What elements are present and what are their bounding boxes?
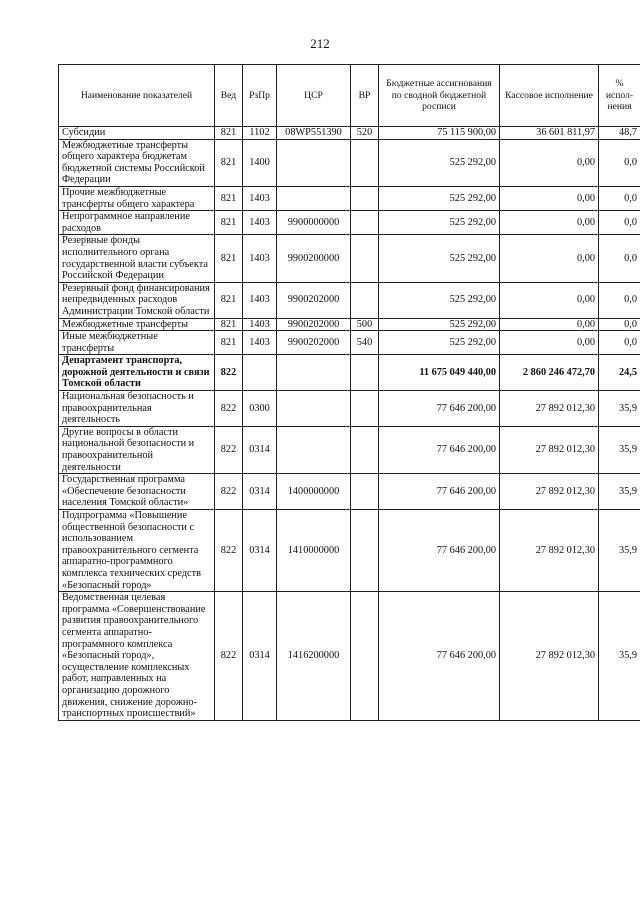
row-rzpr: 0314 xyxy=(243,592,277,721)
row-percent: 35,9 xyxy=(599,474,640,510)
row-cash: 0,00 xyxy=(500,211,599,235)
row-rzpr: 1403 xyxy=(243,186,277,210)
row-ved: 821 xyxy=(215,331,243,355)
row-percent: 0,0 xyxy=(599,318,640,331)
table-row xyxy=(59,139,640,186)
row-csr xyxy=(277,355,351,391)
page-number: 212 xyxy=(310,36,330,51)
table-row xyxy=(59,211,640,235)
row-assignments: 525 292,00 xyxy=(379,235,500,282)
row-assignments: 525 292,00 xyxy=(379,211,500,235)
row-rzpr: 1102 xyxy=(243,127,277,140)
row-cash: 0,00 xyxy=(500,235,599,282)
row-assignments: 77 646 200,00 xyxy=(379,474,500,510)
row-percent: 35,9 xyxy=(599,592,640,721)
row-percent: 48,7 xyxy=(599,127,640,140)
table-row-department xyxy=(59,355,640,391)
row-csr: 9900202000 xyxy=(277,282,351,318)
row-assignments: 525 292,00 xyxy=(379,186,500,210)
row-rzpr: 0314 xyxy=(243,474,277,510)
row-vr xyxy=(351,426,379,473)
row-name: Межбюджетные трансферты xyxy=(59,318,215,331)
row-ved: 821 xyxy=(215,127,243,140)
row-ved: 821 xyxy=(215,235,243,282)
table-row xyxy=(59,592,640,721)
row-csr: 08WP551390 xyxy=(277,127,351,140)
row-percent: 0,0 xyxy=(599,211,640,235)
row-percent: 0,0 xyxy=(599,282,640,318)
row-ved: 821 xyxy=(215,186,243,210)
table-row xyxy=(59,331,640,355)
row-csr: 9900202000 xyxy=(277,318,351,331)
row-assignments: 77 646 200,00 xyxy=(379,391,500,427)
row-ved: 822 xyxy=(215,391,243,427)
row-csr: 1416200000 xyxy=(277,592,351,721)
row-vr: 500 xyxy=(351,318,379,331)
row-rzpr: 0314 xyxy=(243,426,277,473)
row-vr xyxy=(351,211,379,235)
row-ved: 822 xyxy=(215,474,243,510)
table-row xyxy=(59,235,640,282)
row-ved: 822 xyxy=(215,426,243,473)
row-name: Департамент транспорта, дорожной деятельности и связи Томской области xyxy=(59,355,215,391)
header-vr: ВР xyxy=(351,65,379,127)
budget-table xyxy=(58,64,640,721)
row-name: Иные межбюджетные трансферты xyxy=(59,331,215,355)
row-rzpr: 0300 xyxy=(243,391,277,427)
row-assignments: 75 115 900,00 xyxy=(379,127,500,140)
row-name: Ведомственная целевая программа «Совершенствование развития правоохранительного сегмента аппаратно-программного комплекса «Безопасный город», осуществление комплексных работ, направленных на организацию дорожного движения, снижение дорожно-транспортных происшествий» xyxy=(59,592,215,721)
row-cash: 0,00 xyxy=(500,139,599,186)
header-rzpr: РзПр xyxy=(243,65,277,127)
row-cash: 0,00 xyxy=(500,282,599,318)
row-vr: 520 xyxy=(351,127,379,140)
header-csr: ЦСР xyxy=(277,65,351,127)
row-vr: 540 xyxy=(351,331,379,355)
row-assignments: 525 292,00 xyxy=(379,318,500,331)
row-percent: 35,9 xyxy=(599,510,640,592)
row-percent: 35,9 xyxy=(599,426,640,473)
row-cash: 0,00 xyxy=(500,186,599,210)
row-cash: 36 601 811,97 xyxy=(500,127,599,140)
row-rzpr: 1403 xyxy=(243,318,277,331)
row-cash: 0,00 xyxy=(500,331,599,355)
row-vr xyxy=(351,235,379,282)
row-csr xyxy=(277,426,351,473)
row-cash: 27 892 012,30 xyxy=(500,426,599,473)
row-csr xyxy=(277,186,351,210)
row-assignments: 77 646 200,00 xyxy=(379,592,500,721)
row-assignments: 11 675 049 440,00 xyxy=(379,355,500,391)
row-cash: 0,00 xyxy=(500,318,599,331)
row-assignments: 525 292,00 xyxy=(379,139,500,186)
row-percent: 24,5 xyxy=(599,355,640,391)
row-rzpr: 1403 xyxy=(243,211,277,235)
row-vr xyxy=(351,355,379,391)
header-cash-execution: Кассовое исполнение xyxy=(500,65,599,127)
row-name: Субсидии xyxy=(59,127,215,140)
row-vr xyxy=(351,391,379,427)
row-percent: 0,0 xyxy=(599,139,640,186)
row-name: Межбюджетные трансферты общего характера бюджетам бюджетной системы Российской Федерации xyxy=(59,139,215,186)
row-vr xyxy=(351,186,379,210)
row-csr: 9900202000 xyxy=(277,331,351,355)
row-vr xyxy=(351,474,379,510)
table-row xyxy=(59,318,640,331)
row-ved: 821 xyxy=(215,282,243,318)
row-assignments: 525 292,00 xyxy=(379,282,500,318)
row-cash: 27 892 012,30 xyxy=(500,510,599,592)
row-vr xyxy=(351,282,379,318)
row-ved: 821 xyxy=(215,318,243,331)
table-row xyxy=(59,510,640,592)
row-rzpr xyxy=(243,355,277,391)
row-name: Резервный фонд финансирования непредвиденных расходов Администрации Томской области xyxy=(59,282,215,318)
row-csr xyxy=(277,391,351,427)
table-row xyxy=(59,186,640,210)
row-name: Другие вопросы в области национальной безопасности и правоохранительной деятельности xyxy=(59,426,215,473)
row-assignments: 77 646 200,00 xyxy=(379,426,500,473)
row-percent: 0,0 xyxy=(599,186,640,210)
row-name: Прочие межбюджетные трансферты общего характера xyxy=(59,186,215,210)
row-name: Подпрограмма «Повышение общественной безопасности с использованием правоохранительного сегмента аппаратно-программного комплекса технических средств «Безопасный город» xyxy=(59,510,215,592)
row-cash: 27 892 012,30 xyxy=(500,592,599,721)
row-assignments: 77 646 200,00 xyxy=(379,510,500,592)
row-vr xyxy=(351,139,379,186)
header-assignments: Бюджетные ассигнования по сводной бюджетной росписи xyxy=(379,65,500,127)
row-ved: 822 xyxy=(215,355,243,391)
row-assignments: 525 292,00 xyxy=(379,331,500,355)
row-csr xyxy=(277,139,351,186)
row-cash: 27 892 012,30 xyxy=(500,391,599,427)
row-cash: 27 892 012,30 xyxy=(500,474,599,510)
row-ved: 821 xyxy=(215,139,243,186)
row-percent: 35,9 xyxy=(599,391,640,427)
row-csr: 1400000000 xyxy=(277,474,351,510)
table-row xyxy=(59,127,640,140)
row-rzpr: 1403 xyxy=(243,235,277,282)
table-row xyxy=(59,391,640,427)
row-cash: 2 860 246 472,70 xyxy=(500,355,599,391)
row-percent: 0,0 xyxy=(599,331,640,355)
row-rzpr: 1403 xyxy=(243,282,277,318)
header-ved: Вед xyxy=(215,65,243,127)
header-name: Наименование показателей xyxy=(59,65,215,127)
row-csr: 1410000000 xyxy=(277,510,351,592)
row-name: Резервные фонды исполнительного органа государственной власти субъекта Российской Федерации xyxy=(59,235,215,282)
row-name: Национальная безопасность и правоохранительная деятельность xyxy=(59,391,215,427)
row-rzpr: 1400 xyxy=(243,139,277,186)
header-execution-percent: % испол-нения xyxy=(599,65,640,127)
row-csr: 9900000000 xyxy=(277,211,351,235)
table-row xyxy=(59,426,640,473)
row-rzpr: 0314 xyxy=(243,510,277,592)
row-csr: 9900200000 xyxy=(277,235,351,282)
row-name: Государственная программа «Обеспечение безопасности населения Томской области» xyxy=(59,474,215,510)
row-ved: 821 xyxy=(215,211,243,235)
table-row xyxy=(59,282,640,318)
row-percent: 0,0 xyxy=(599,235,640,282)
row-vr xyxy=(351,592,379,721)
row-rzpr: 1403 xyxy=(243,331,277,355)
row-name: Непрограммное направление расходов xyxy=(59,211,215,235)
table-header-row xyxy=(59,65,640,127)
row-ved: 822 xyxy=(215,592,243,721)
row-vr xyxy=(351,510,379,592)
row-ved: 822 xyxy=(215,510,243,592)
table-row xyxy=(59,474,640,510)
